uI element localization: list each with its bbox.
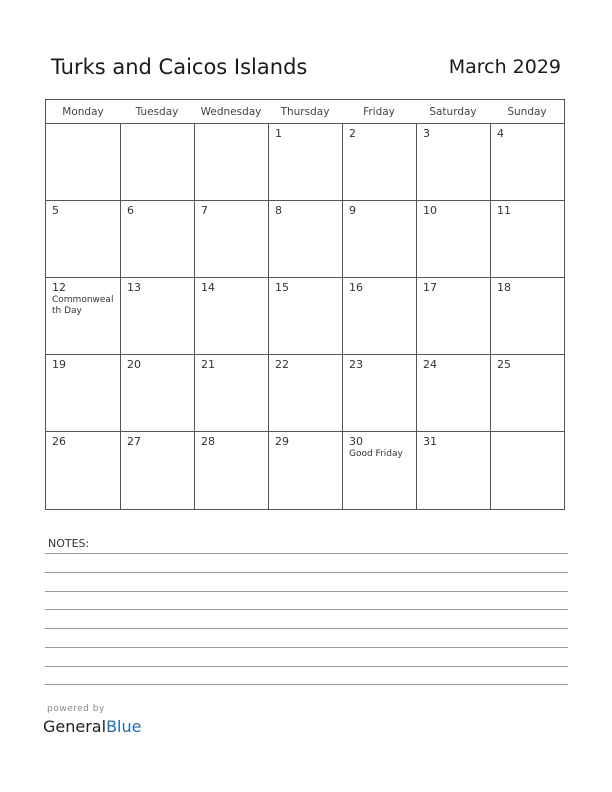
day-number: 8: [275, 204, 282, 217]
note-line: [45, 553, 568, 554]
calendar-week-row: [46, 201, 564, 278]
day-event: Good Friday: [349, 449, 403, 459]
day-number: 18: [497, 281, 511, 294]
calendar-day-cell: [46, 201, 120, 277]
calendar-day-cell: [46, 124, 120, 200]
day-number: 1: [275, 127, 282, 140]
calendar-day-cell: [490, 278, 564, 354]
day-number: 16: [349, 281, 363, 294]
day-number: 21: [201, 358, 215, 371]
calendar-day-cell: [490, 432, 564, 509]
page-title: Turks and Caicos Islands: [51, 55, 308, 79]
note-line: [45, 591, 568, 592]
calendar-day-cell: [490, 355, 564, 431]
day-number: 25: [497, 358, 511, 371]
calendar-week-row: [46, 432, 564, 509]
weekday-friday: Friday: [363, 106, 395, 118]
calendar-day-cell: [268, 355, 342, 431]
note-line: [45, 647, 568, 648]
calendar-day-cell: [490, 201, 564, 277]
calendar-day-cell: [416, 278, 490, 354]
note-line: [45, 666, 568, 667]
day-number: 27: [127, 435, 141, 448]
day-number: 26: [52, 435, 66, 448]
weekday-thursday: Thursday: [280, 106, 330, 118]
day-number: 5: [52, 204, 59, 217]
day-number: 30: [349, 435, 363, 448]
day-number: 2: [349, 127, 356, 140]
calendar-day-cell: [268, 124, 342, 200]
calendar-day-cell: [268, 278, 342, 354]
calendar-day-cell: [194, 278, 268, 354]
day-number: 15: [275, 281, 289, 294]
calendar-day-cell: [268, 432, 342, 509]
calendar-week-row: [46, 124, 564, 201]
day-event: Commonwealth Day: [52, 295, 114, 316]
weekday-wednesday: Wednesday: [200, 106, 262, 118]
day-number: 14: [201, 281, 215, 294]
note-line: [45, 684, 568, 685]
calendar-day-cell: [194, 355, 268, 431]
calendar-day-cell: [120, 432, 194, 509]
calendar-day-cell: [120, 124, 194, 200]
logo-general-text: General: [43, 717, 107, 736]
notes-label: NOTES:: [48, 537, 90, 550]
day-number: 7: [201, 204, 208, 217]
calendar-week-row: [46, 278, 564, 355]
calendar-day-cell: [490, 124, 564, 200]
calendar-day-cell: [46, 432, 120, 509]
calendar-day-cell: [416, 432, 490, 509]
calendar-week-row: [46, 355, 564, 432]
calendar-day-cell: [268, 201, 342, 277]
note-line: [45, 628, 568, 629]
day-number: 29: [275, 435, 289, 448]
calendar-day-cell: [416, 355, 490, 431]
day-number: 22: [275, 358, 289, 371]
calendar-day-cell: [194, 432, 268, 509]
weekday-monday: Monday: [62, 106, 104, 118]
calendar-day-cell: [416, 124, 490, 200]
day-number: 31: [423, 435, 437, 448]
day-number: 3: [423, 127, 430, 140]
calendar-day-cell: [120, 201, 194, 277]
calendar-day-cell: [120, 355, 194, 431]
day-number: 6: [127, 204, 134, 217]
calendar-day-cell: [342, 278, 416, 354]
calendar-day-cell: [46, 278, 120, 354]
day-number: 11: [497, 204, 511, 217]
day-number: 10: [423, 204, 437, 217]
logo-blue-text: Blue: [106, 717, 142, 736]
day-number: 4: [497, 127, 504, 140]
day-number: 23: [349, 358, 363, 371]
month-label: March 2029: [448, 56, 561, 78]
calendar-day-cell: [46, 355, 120, 431]
note-line: [45, 609, 568, 610]
powered-by-text: powered by: [47, 704, 105, 714]
calendar-day-cell: [342, 201, 416, 277]
weekday-tuesday: Tuesday: [135, 106, 179, 118]
day-number: 24: [423, 358, 437, 371]
calendar-day-cell: [342, 432, 416, 509]
calendar-day-cell: [194, 124, 268, 200]
calendar-day-cell: [416, 201, 490, 277]
day-number: 17: [423, 281, 437, 294]
day-number: 19: [52, 358, 66, 371]
weekday-saturday: Saturday: [429, 106, 477, 118]
calendar-day-cell: [342, 355, 416, 431]
weekday-header-row: [46, 100, 564, 124]
day-number: 9: [349, 204, 356, 217]
calendar-day-cell: [120, 278, 194, 354]
calendar-day-cell: [194, 201, 268, 277]
weeks-container: [46, 124, 564, 509]
generalblue-logo: [43, 717, 141, 736]
weekday-sunday: Sunday: [507, 106, 547, 118]
note-line: [45, 572, 568, 573]
day-number: 13: [127, 281, 141, 294]
day-number: 12: [52, 281, 66, 294]
day-number: 28: [201, 435, 215, 448]
calendar-day-cell: [342, 124, 416, 200]
calendar-grid: [45, 99, 565, 510]
day-number: 20: [127, 358, 141, 371]
